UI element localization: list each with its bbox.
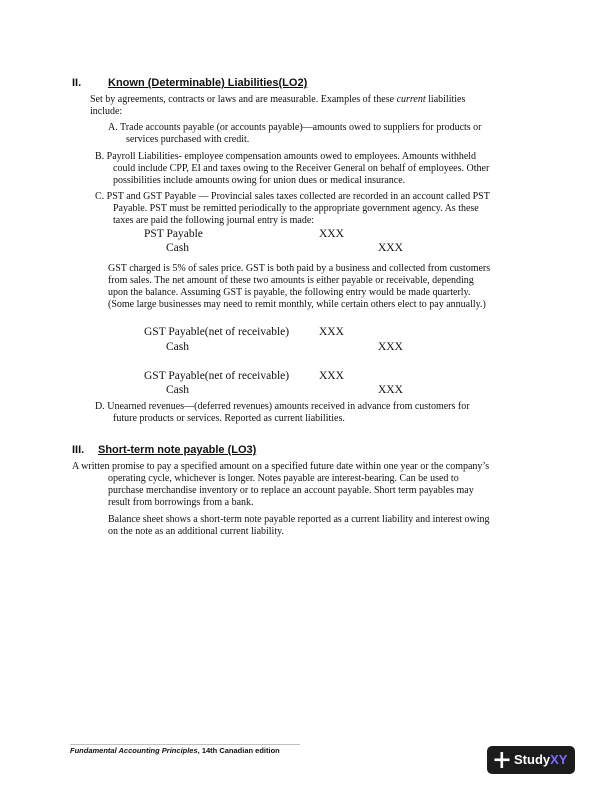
gst-text: GST charged is 5% of sales price. GST is both paid by a business and collected from customers [108,263,491,274]
plus-icon [494,751,510,769]
logo-text: StudyXY [514,752,568,767]
journal-debit-amount: XXX [319,228,344,240]
journal-credit-account: Cash [166,384,189,396]
section-number: II. [72,77,82,89]
journal-debit-account: GST Payable(net of receivable) [144,370,290,382]
list-item: Payable. PST must be remitted periodically to the appropriate government agency. As these [113,203,479,214]
gst-text: from sales. The net amount of these two amounts is either payable or receivable, depending [108,275,474,286]
section-heading: Known (Determinable) Liabilities(LO2) [108,77,308,89]
list-item: taxes are paid the following journal entry is made: [113,215,315,226]
journal-debit-account: GST Payable(net of receivable) [144,326,290,338]
paragraph-text: Balance sheet shows a short-term note payable reported as a current liability and interest owing [108,514,490,525]
section-number: III. [72,444,85,456]
studyxy-logo [487,746,575,774]
list-item: A. Trade accounts payable (or accounts payable)—amounts owed to suppliers for products or [108,122,482,133]
gst-text: upon the balance. Assuming GST is payable, the following entry would be made quarterly. [108,287,471,298]
paragraph-text: A written promise to pay a specified amount on a specified future date within one year or the company’s [72,461,490,472]
list-item: future products or services. Reported as current liabilities. [113,413,345,424]
journal-debit-amount: XXX [319,326,344,338]
intro-text: Set by agreements, contracts or laws and are measurable. Examples of these current liabilities [90,94,466,105]
paragraph-text: result from borrowings from a bank. [108,497,254,508]
journal-credit-account: Cash [166,242,189,254]
section-heading: Short-term note payable (LO3) [98,444,257,456]
list-item: possibilities include amounts owing for union dues or medical insurance. [113,175,406,186]
journal-credit-amount: XXX [378,341,403,353]
list-item: B. Payroll Liabilities- employee compensation amounts owed to employees. Amounts withheld [95,151,477,162]
list-item: could include CPP, EI and taxes owing to the Receiver General on behalf of employees. Other [113,163,490,174]
paragraph-text: operating cycle, whichever is longer. Notes payable are interest-bearing. Can be used to [108,473,459,484]
list-item: C. PST and GST Payable — Provincial sales taxes collected are recorded in an account called PST [95,191,490,202]
gst-text: (Some large businesses may need to remit monthly, while certain others elect to pay annually.) [108,299,486,310]
journal-credit-amount: XXX [378,384,403,396]
footer-divider [70,744,300,745]
paragraph-text: purchase merchandise inventory or to replace an account payable. Short term payables may [108,485,474,496]
journal-debit-account: PST Payable [144,228,203,240]
journal-debit-amount: XXX [319,370,344,382]
journal-credit-amount: XXX [378,242,403,254]
paragraph-text: on the note as an additional current liability. [108,526,284,537]
list-item: D. Unearned revenues—(deferred revenues) amounts received in advance from customers for [95,401,470,412]
footer-citation: Fundamental Accounting Principles, 14th Canadian edition [70,746,280,755]
list-item: services purchased with credit. [126,134,250,145]
journal-credit-account: Cash [166,341,189,353]
intro-text: include: [90,106,123,117]
